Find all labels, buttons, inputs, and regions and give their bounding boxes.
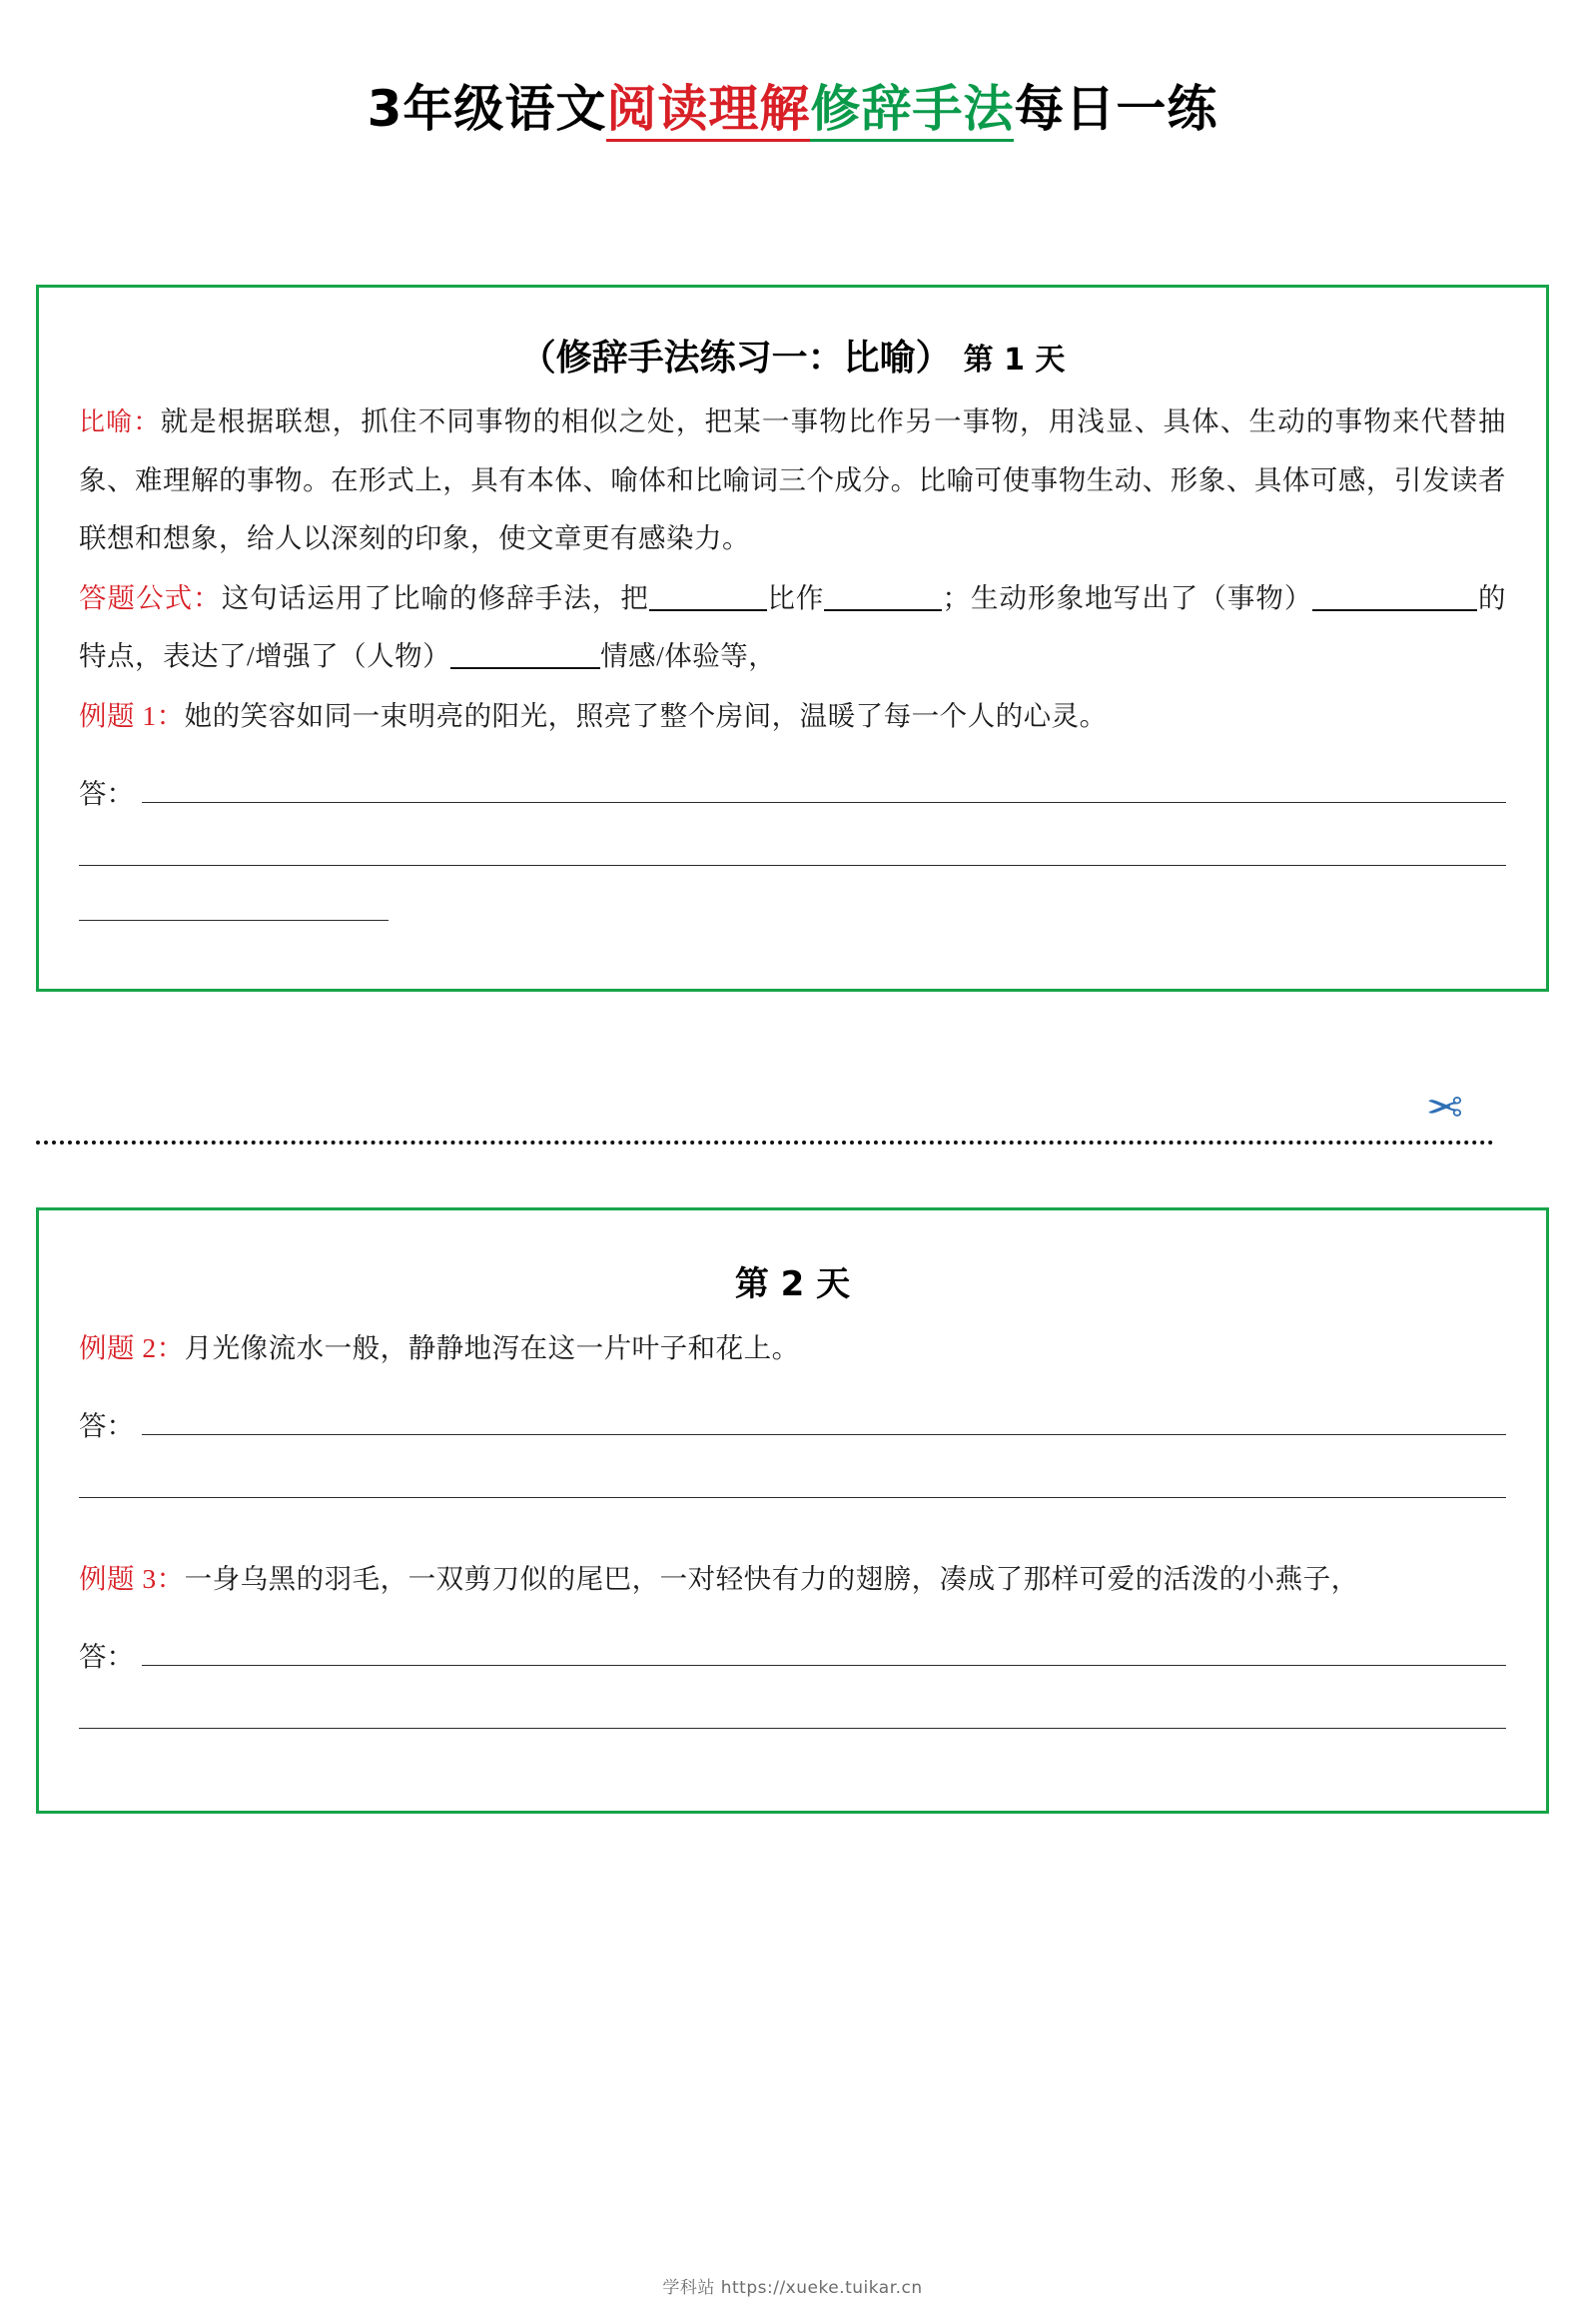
- day1-heading-title: （修辞手法练习一：比喻）: [519, 338, 952, 379]
- formula-text-1: 这句话运用了比喻的修辞手法，把: [221, 582, 649, 613]
- day2-answer-line-1[interactable]: [142, 1434, 1506, 1435]
- formula-text-2: 比作: [766, 582, 825, 613]
- cut-dotted-line: [36, 1141, 1494, 1145]
- day1-answer-line-2[interactable]: [79, 865, 1506, 866]
- example1-text: 她的笑容如同一束明亮的阳光，照亮了整个房间，温暖了每一个人的心灵。: [184, 700, 1108, 731]
- example2-text: 月光像流水一般，静静地泻在这一片叶子和花上。: [184, 1332, 800, 1363]
- day1-heading: [79, 330, 1506, 381]
- formula-text-5: 情感/体验等，: [600, 640, 777, 671]
- day2-answer-label-1: 答：: [79, 1410, 134, 1441]
- example2-paragraph: [79, 1319, 1506, 1377]
- formula-paragraph: [79, 569, 1506, 685]
- day1-answer-row: [79, 771, 1506, 811]
- formula-blank-4[interactable]: [450, 667, 600, 669]
- day2-answer-line-2[interactable]: [79, 1497, 1506, 1498]
- day2-answer-line-3[interactable]: [142, 1665, 1506, 1666]
- title-part-reading: 阅读理解: [606, 82, 810, 142]
- example3-label: 例题 3：: [79, 1563, 185, 1594]
- page-title: [0, 82, 1585, 142]
- title-part-rhetoric: 修辞手法: [810, 82, 1014, 142]
- title-part-daily: 每日一练: [1014, 80, 1218, 138]
- worksheet-page: [0, 82, 1585, 2324]
- formula-blank-3[interactable]: [1312, 609, 1477, 611]
- example3-text: 一身乌黑的羽毛，一双剪刀似的尾巴，一对轻快有力的翅膀，凑成了那样可爱的活泼的小燕子，: [184, 1563, 1359, 1594]
- example3-paragraph: [79, 1550, 1506, 1608]
- day2-heading: 第 2 天: [734, 1264, 851, 1304]
- day1-answer-line-3[interactable]: [79, 920, 389, 921]
- formula-label: 答题公式：: [79, 582, 222, 613]
- definition-label: 比喻：: [79, 407, 161, 436]
- title-part-grade: 3年级语文: [367, 80, 607, 138]
- formula-blank-2[interactable]: [824, 609, 942, 611]
- day1-answer-line-1[interactable]: [142, 802, 1506, 803]
- day2-answer-row-2: [79, 1634, 1506, 1674]
- example1-paragraph: [79, 687, 1506, 745]
- day1-answer-label: 答：: [79, 778, 134, 809]
- day2-answer-row-1: [79, 1403, 1506, 1443]
- example1-label: 例题 1：: [79, 700, 185, 731]
- day1-section: [36, 285, 1549, 992]
- definition-paragraph: [79, 392, 1506, 567]
- formula-blank-1[interactable]: [649, 609, 767, 611]
- day1-heading-day: 第 1 天: [963, 343, 1066, 378]
- definition-text: 就是根据联想，抓住不同事物的相似之处，把某一事物比作另一事物，用浅显、具体、生动的事物来代替抽象、难理解的事物。在形式上，具有本体、喻体和比喻词三个成分。比喻可使事物生动、形象、具体可感，引发读者联想和想象，给人以深刻的印象，使文章更有感染力。: [79, 405, 1506, 553]
- example2-label: 例题 2：: [79, 1332, 185, 1363]
- footer-watermark: 学科站 https://xueke.tuikar.cn: [662, 2278, 923, 2298]
- day2-section: [36, 1207, 1549, 1814]
- formula-text-3: ；生动形象地写出了（事物）: [942, 582, 1313, 613]
- day2-answer-line-4[interactable]: [79, 1728, 1506, 1729]
- scissors-icon: ✂: [1426, 1084, 1463, 1133]
- day2-answer-label-2: 答：: [79, 1641, 134, 1672]
- formula-text-4: 的特点，表达了/增强了（人物）: [79, 582, 1507, 671]
